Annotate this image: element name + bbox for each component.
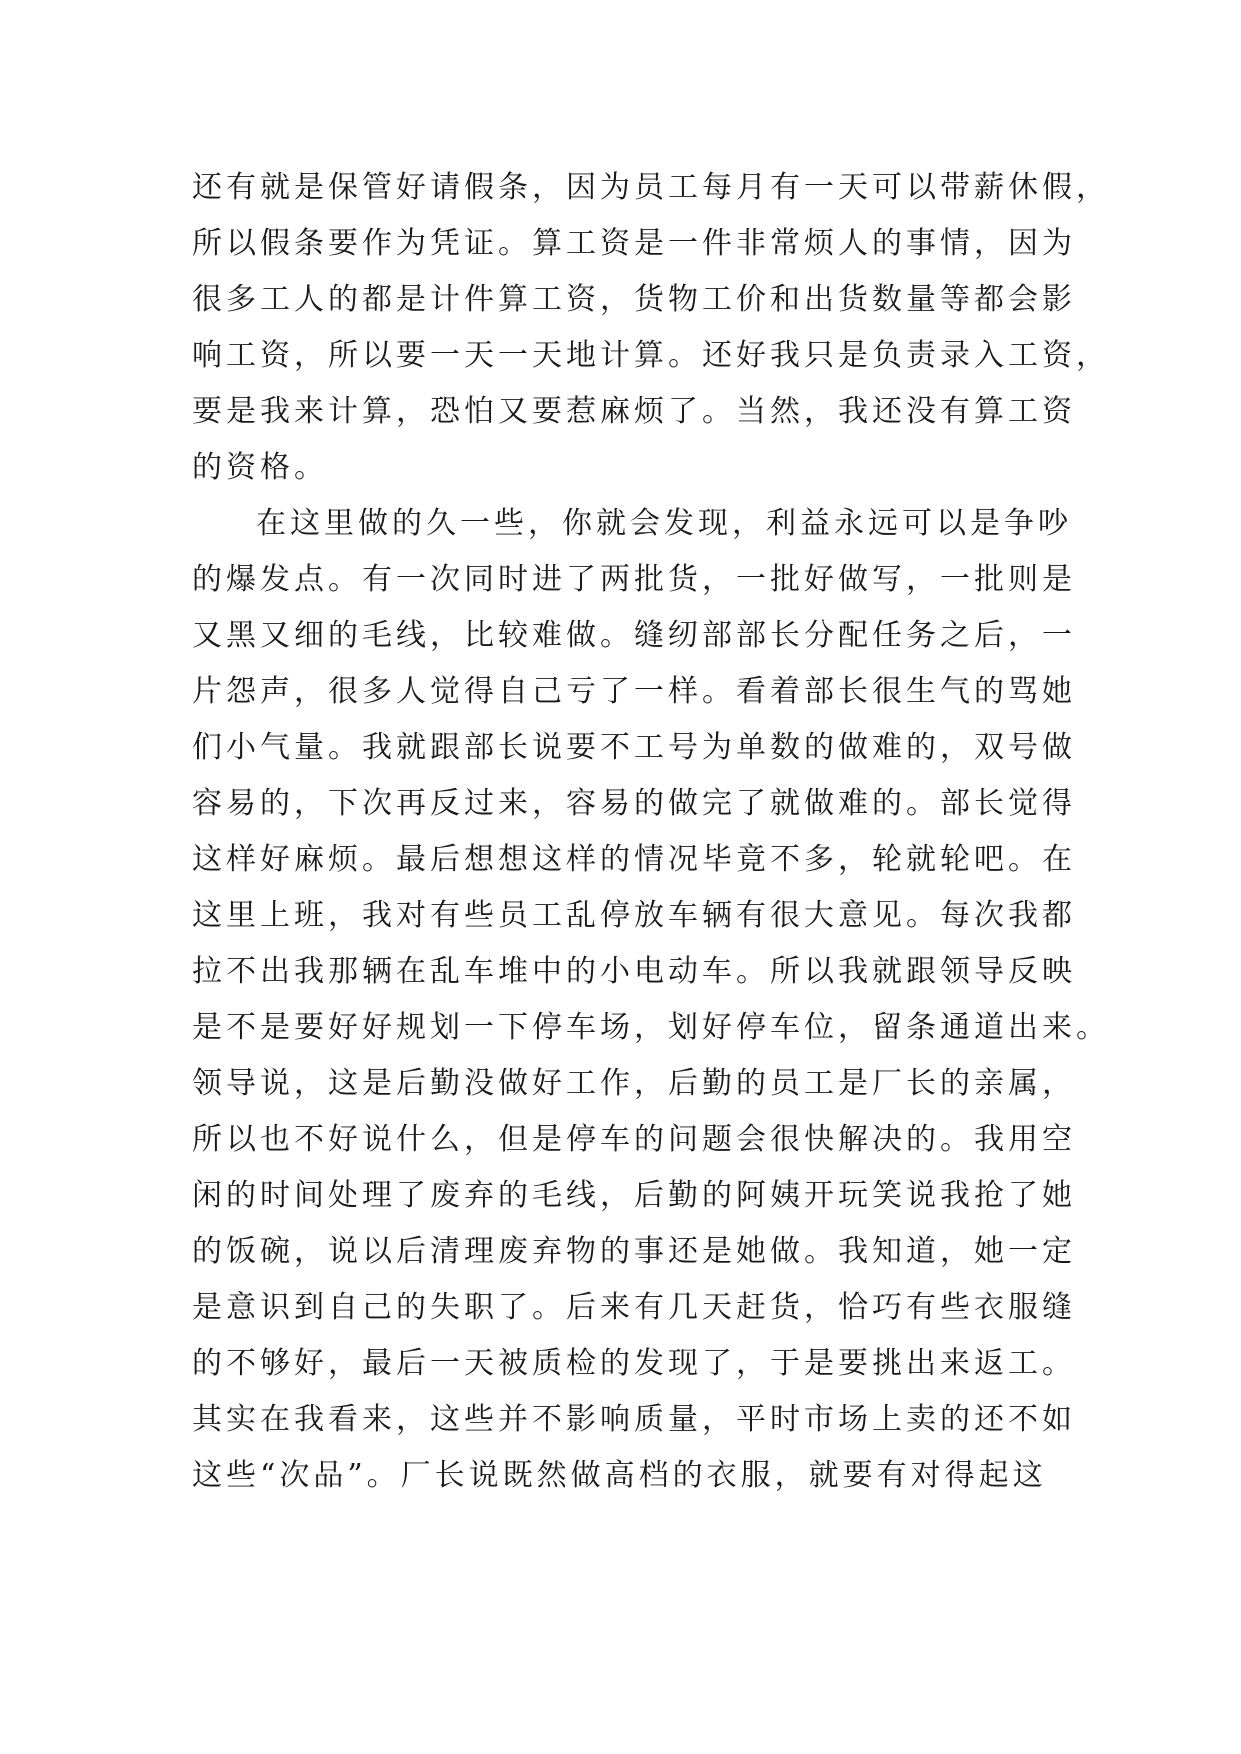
text-line: 这些“次品”。厂长说既然做高档的衣服，就要有对得起这	[192, 1458, 1047, 1493]
text-line: 这里上班，我对有些员工乱停放车辆有很大意见。每次我都	[192, 898, 1076, 933]
text-line: 这样好麻烦。最后想想这样的情况毕竟不多，轮就轮吧。在	[192, 842, 1076, 877]
text-line: 还有就是保管好请假条，因为员工每月有一天可以带薪休假，	[192, 170, 1110, 205]
text-line: 又黑又细的毛线，比较难做。缝纫部部长分配任务之后，一	[192, 618, 1076, 653]
text-line: 的不够好，最后一天被质检的发现了，于是要挑出来返工。	[192, 1346, 1076, 1381]
text-line: 领导说，这是后勤没做好工作，后勤的员工是厂长的亲属，	[192, 1066, 1076, 1101]
text-line: 响工资，所以要一天一天地计算。还好我只是负责录入工资，	[192, 338, 1110, 373]
text-line: 其实在我看来，这些并不影响质量，平时市场上卖的还不如	[192, 1402, 1076, 1437]
text-line: 片怨声，很多人觉得自己亏了一样。看着部长很生气的骂她	[192, 674, 1076, 709]
paragraph-2	[192, 496, 1110, 1504]
text-line: 是意识到自己的失职了。后来有几天赶货，恰巧有些衣服缝	[192, 1290, 1076, 1325]
text-line: 要是我来计算，恐怕又要惹麻烦了。当然，我还没有算工资	[192, 394, 1076, 429]
text-line: 的爆发点。有一次同时进了两批货，一批好做写，一批则是	[192, 562, 1076, 597]
text-line: 的饭碗，说以后清理废弃物的事还是她做。我知道，她一定	[192, 1234, 1076, 1269]
text-line: 很多工人的都是计件算工资，货物工价和出货数量等都会影	[192, 282, 1076, 317]
text-line: 容易的，下次再反过来，容易的做完了就做难的。部长觉得	[192, 786, 1076, 821]
text-line: 是不是要好好规划一下停车场，划好停车位，留条通道出来。	[192, 1010, 1110, 1045]
text-line: 的资格。	[192, 450, 328, 485]
paragraph-1	[192, 160, 1110, 496]
text-line-indented: 在这里做的久一些，你就会发现，利益永远可以是争吵	[256, 506, 1072, 541]
body-text	[192, 160, 1110, 1504]
text-line: 们小气量。我就跟部长说要不工号为单数的做难的，双号做	[192, 730, 1076, 765]
text-line: 拉不出我那辆在乱车堆中的小电动车。所以我就跟领导反映	[192, 954, 1076, 989]
text-line: 闲的时间处理了废弃的毛线，后勤的阿姨开玩笑说我抢了她	[192, 1178, 1076, 1213]
text-line: 所以也不好说什么，但是停车的问题会很快解决的。我用空	[192, 1122, 1076, 1157]
text-line: 所以假条要作为凭证。算工资是一件非常烦人的事情，因为	[192, 226, 1076, 261]
